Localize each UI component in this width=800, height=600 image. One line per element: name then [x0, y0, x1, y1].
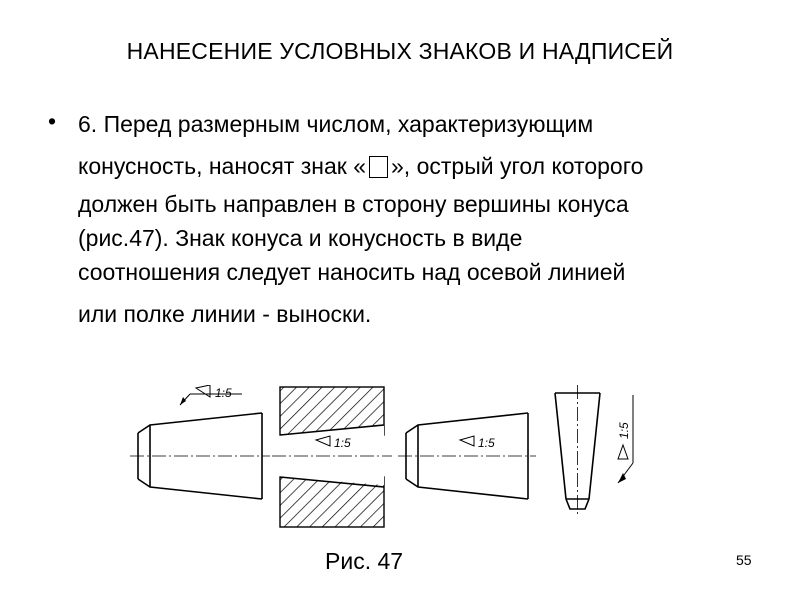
- cone-sign-box-icon: [369, 156, 388, 178]
- drawing-4-vertical-taper: [555, 385, 633, 517]
- paragraph-line-4: (рис.47). Знак конуса и конусность в виде: [78, 225, 523, 251]
- paragraph-line-6: или полке линии - выноски.: [78, 301, 372, 327]
- paragraph-line-5: соотношения следует наносить над осевой линией: [78, 259, 626, 285]
- drawing-2-taper-label: 1:5: [334, 436, 351, 450]
- paragraph-line-2-start: конусность, наносят знак «: [78, 153, 366, 179]
- bullet-marker: •: [48, 108, 57, 134]
- slide-title: НАНЕСЕНИЕ УСЛОВНЫХ ЗНАКОВ И НАДПИСЕЙ: [126, 38, 674, 64]
- body-paragraph: [78, 110, 768, 328]
- drawing-2-taper-bore: [272, 387, 392, 527]
- paragraph-line-2-end: », острый угол которого: [391, 153, 644, 179]
- drawing-3-taper-above-axis: [398, 413, 536, 499]
- figure-47-drawing: [120, 385, 680, 540]
- taper-drawings-svg: [120, 385, 680, 535]
- paragraph-line-3: должен быть направлен в сторону вершины конуса: [78, 191, 629, 217]
- paragraph-line-1: 6. Перед размерным числом, характеризующим: [78, 111, 594, 137]
- drawing-1-taper-label: 1:5: [215, 386, 232, 400]
- figure-caption: Рис. 47: [325, 548, 404, 574]
- drawing-3-taper-label: 1:5: [478, 436, 495, 450]
- paragraph-line-2: [78, 152, 768, 180]
- page-number: 55: [736, 552, 752, 568]
- drawing-4-taper-label: 1:5: [617, 422, 631, 439]
- drawing-1-taper-leader: [130, 385, 270, 499]
